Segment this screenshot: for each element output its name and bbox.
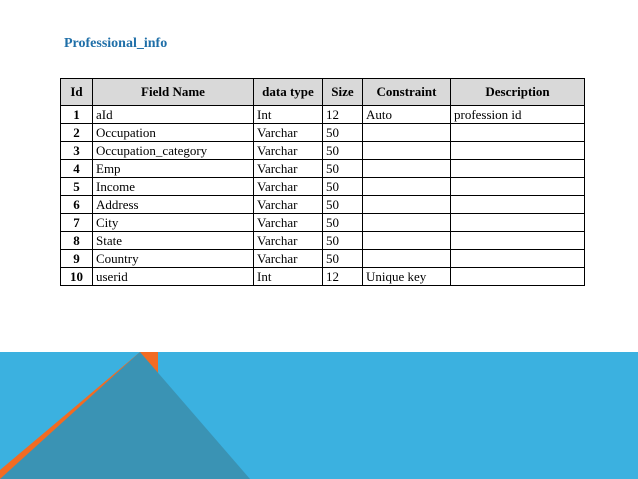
cell-size: 50 [323,160,363,178]
cell-field-name: userid [93,268,254,286]
cell-id: 7 [61,214,93,232]
cell-id: 2 [61,124,93,142]
cell-description [451,124,585,142]
cell-constraint: Auto [363,106,451,124]
cell-id: 4 [61,160,93,178]
cell-data-type: Varchar [254,160,323,178]
header-description: Description [451,79,585,106]
cell-id: 3 [61,142,93,160]
cell-field-name: City [93,214,254,232]
slide-title: Professional_info [64,36,168,51]
cell-constraint [363,178,451,196]
cell-size: 12 [323,106,363,124]
table-row [61,214,585,232]
cell-field-name: Country [93,250,254,268]
cell-field-name: Income [93,178,254,196]
cell-size: 50 [323,232,363,250]
cell-field-name: Emp [93,160,254,178]
cell-constraint [363,250,451,268]
cell-data-type: Varchar [254,232,323,250]
table-row [61,178,585,196]
cell-description [451,196,585,214]
cell-id: 9 [61,250,93,268]
cell-constraint: Unique key [363,268,451,286]
table-row [61,160,585,178]
cell-data-type: Int [254,268,323,286]
cell-size: 50 [323,124,363,142]
table-row [61,142,585,160]
cell-description [451,232,585,250]
cell-id: 6 [61,196,93,214]
cell-description [451,250,585,268]
header-constraint: Constraint [363,79,451,106]
table-header-row [61,79,585,106]
cell-constraint [363,142,451,160]
table-row [61,268,585,286]
cell-description [451,268,585,286]
cell-data-type: Varchar [254,250,323,268]
cell-constraint [363,214,451,232]
header-id: Id [61,79,93,106]
cell-field-name: State [93,232,254,250]
cell-field-name: Occupation_category [93,142,254,160]
cell-description [451,214,585,232]
cell-id: 8 [61,232,93,250]
cell-size: 50 [323,196,363,214]
cell-field-name: aId [93,106,254,124]
header-size: Size [323,79,363,106]
cell-description [451,178,585,196]
cell-id: 5 [61,178,93,196]
header-field-name: Field Name [93,79,254,106]
cell-data-type: Varchar [254,196,323,214]
cell-field-name: Occupation [93,124,254,142]
cell-size: 50 [323,142,363,160]
cell-data-type: Varchar [254,142,323,160]
table-row [61,232,585,250]
cell-size: 50 [323,214,363,232]
cell-description [451,142,585,160]
cell-constraint [363,196,451,214]
table-row [61,106,585,124]
table-body [61,106,585,286]
cell-constraint [363,232,451,250]
header-data-type: data type [254,79,323,106]
table-row [61,250,585,268]
table-row [61,124,585,142]
cell-id: 1 [61,106,93,124]
cell-size: 12 [323,268,363,286]
cell-data-type: Varchar [254,214,323,232]
cell-size: 50 [323,178,363,196]
cell-data-type: Int [254,106,323,124]
cell-constraint [363,124,451,142]
cell-size: 50 [323,250,363,268]
footer-decoration [0,352,638,479]
cell-description: profession id [451,106,585,124]
cell-data-type: Varchar [254,178,323,196]
cell-data-type: Varchar [254,124,323,142]
cell-constraint [363,160,451,178]
schema-table [60,78,585,286]
cell-description [451,160,585,178]
cell-field-name: Address [93,196,254,214]
table-row [61,196,585,214]
cell-id: 10 [61,268,93,286]
